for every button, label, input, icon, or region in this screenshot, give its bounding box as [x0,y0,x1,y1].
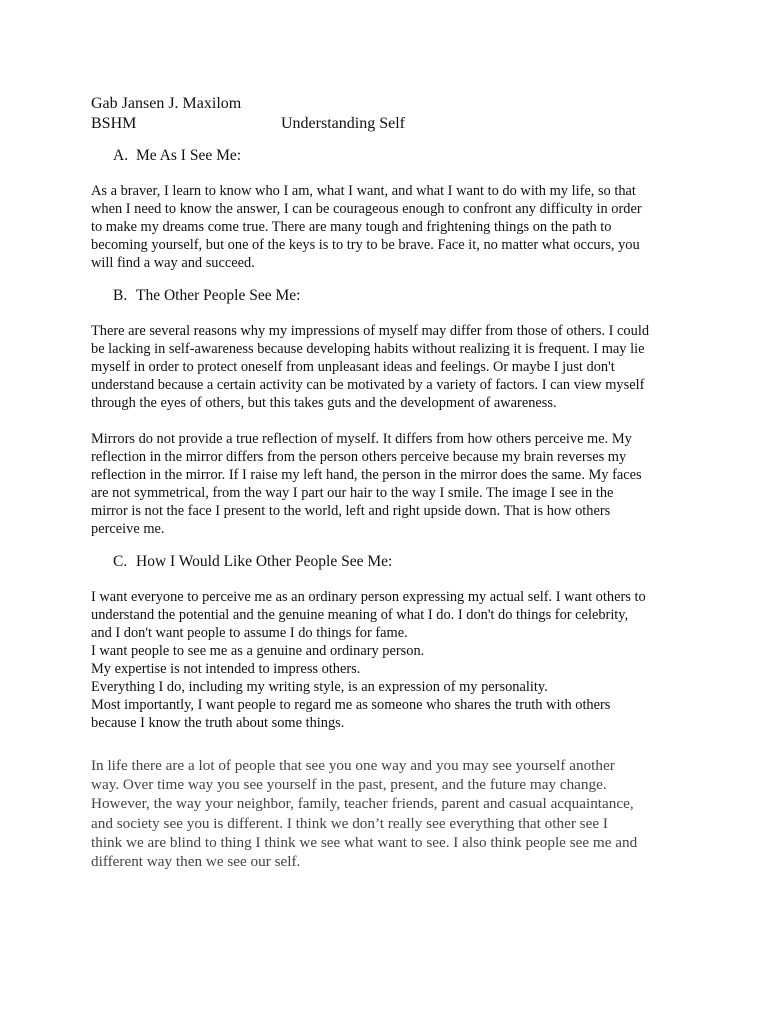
paragraph [91,182,681,272]
text-line: way. Over time way you see yourself in the past, present, and the future may change. [91,776,607,794]
text-line: when I need to know the answer, I can be courageous enough to confront any difficulty in order [91,201,642,217]
section-heading-a [113,146,681,166]
text-line: myself in order to protect oneself from unpleasant ideas and feelings. Or maybe I just don't [91,359,615,375]
text-line: Everything I do, including my writing style, is an expression of my personality. [91,679,548,695]
text-line: mirror is not the face I present to the world, left and right upside down. That is how others [91,503,611,519]
text-line: understand the potential and the genuine meaning of what I do. I don't do things for celebrity, [91,607,629,623]
text-line: I want everyone to perceive me as an ordinary person expressing my actual self. I want others to [91,589,646,605]
section-title: How I Would Like Other People See Me: [136,553,393,570]
author-name: Gab Jansen J. Maxilom [91,95,242,112]
text-line: because I know the truth about some things. [91,715,345,731]
section-letter: B. [113,287,128,304]
section-letter: A. [113,147,129,164]
text-line: There are several reasons why my impressions of myself may differ from those of others. I could [91,323,650,339]
subject-title: Understanding Self [281,115,405,132]
text-line: different way then we see our self. [91,853,301,871]
section-title: The Other People See Me: [136,287,301,304]
text-line: will find a way and succeed. [91,255,255,271]
text-line: reflection in the mirror. If I raise my left hand, the person in the mirror does the same. My faces [91,467,642,483]
document-page [91,94,681,871]
text-line: to make my dreams come true. There are many tough and frightening things on the path to [91,219,612,235]
text-line: are not symmetrical, from the way I part our hair to the way I smile. The image I see in the [91,485,614,501]
paragraph [91,322,681,412]
text-line: Most importantly, I want people to regard me as someone who shares the truth with others [91,697,611,713]
text-line: and society see you is different. I think we don’t really see everything that other see I [91,814,608,832]
text-line: In life there are a lot of people that see you one way and you may see yourself another [91,757,615,774]
text-line: be lacking in self-awareness because developing habits without realizing it is frequent. I may lie [91,341,645,357]
text-line: I want people to see me as a genuine and ordinary person. [91,643,425,659]
text-line: reflection in the mirror differs from the person others perceive because my brain reverses my [91,449,627,465]
text-line: perceive me. [91,521,165,537]
text-line: and I don't want people to assume I do things for fame. [91,625,408,641]
text-line: As a braver, I learn to know who I am, what I want, and what I want to do with my life, so that [91,183,636,199]
text-line: think we are blind to thing I think we see what want to see. I also think people see me and [91,833,638,851]
section-title: Me As I See Me: [136,147,242,164]
paragraph [91,588,681,732]
course-code: BSHM [91,115,137,132]
text-line: My expertise is not intended to impress others. [91,661,361,677]
text-line: understand because a certain activity can be motivated by a variety of factors. I can view myself [91,377,645,393]
text-line: through the eyes of others, but this takes guts and the development of awareness. [91,395,557,411]
closing-paragraph [91,756,681,871]
course-subject-line [91,114,681,134]
paragraph [91,430,681,538]
section-heading-c [113,552,681,572]
section-letter: C. [113,553,128,570]
text-line: However, the way your neighbor, family, teacher friends, parent and casual acquaintance, [91,795,634,813]
text-line: Mirrors do not provide a true reflection of myself. It differs from how others perceive me. My [91,431,632,447]
text-line: becoming yourself, but one of the keys is to try to be brave. Face it, no matter what occurs, you [91,237,640,253]
section-heading-b [113,286,681,306]
